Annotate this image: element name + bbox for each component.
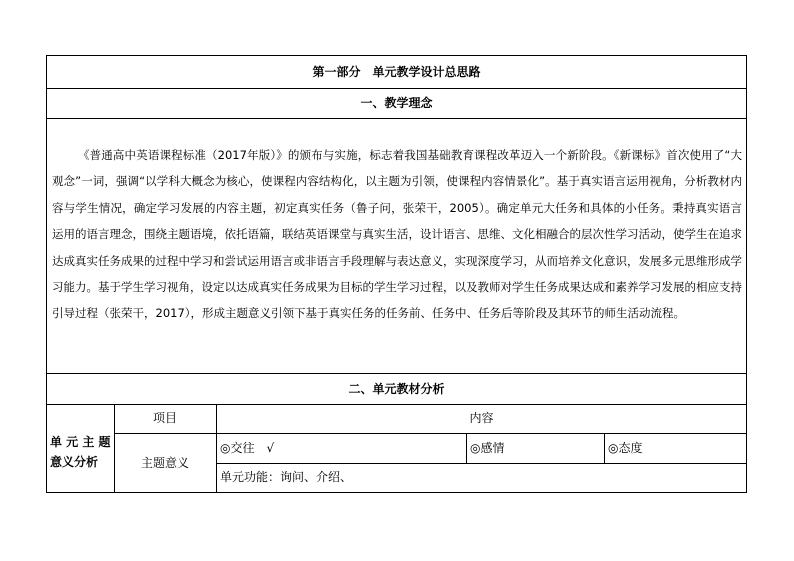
rule: [46, 404, 747, 405]
rule: [46, 88, 747, 89]
rule: [46, 55, 747, 56]
option-communication: ◎交往 √: [220, 441, 275, 455]
rule: [466, 433, 467, 463]
rule: [46, 373, 747, 374]
rule: [216, 463, 747, 464]
teaching-philosophy-paragraph: 《普通高中英语课程标准（2017年版）》的颁布与实施，标志着我国基础教育课程改革迈入一个新阶段。《新课标》首次使用了“大观念”一词，强调“以学科大概念为核心，使课程内容结构化，以主题为引领，使课程内容情景化”。基于真实语言运用视角，分析教材内容与学生情况，确定学习发展的内容主题，初定真实任务（鲁子问，张荣干，2005）。确定单元大任务和具体的小任务。秉持真实语言运用的语言理念，围绕主题语境，依托语篇，联结英语课堂与真实生活，设计语言、思维、文化相融合的层次性学习活动，使学生在追求达成真实任务成果的过程中学习和尝试运用语言或非语言手段理解与表达意义，实现深度学习，从而培养文化意识，发展多元思维形成学习能力。基于学生学习视角，设定以达成真实任务成果为目标的学生学习过程，以及教师对学生任务成果达成和素养学习发展的相应支持引导过程（张荣干，2017），形成主题意义引领下基于真实任务的任务前、任务中、任务后等阶段及其环节的师生活动流程。: [52, 148, 742, 321]
rule: [604, 433, 605, 463]
row-header-unit-theme: 单 元 主 题 意义分析: [50, 435, 111, 469]
rule: [746, 55, 747, 493]
unit-function-line: 单元功能：询问、介绍、: [220, 470, 353, 484]
rule: [46, 55, 47, 493]
option-emotion: ◎感情: [470, 441, 505, 455]
rule: [46, 118, 747, 119]
section-title-teaching-philosophy: 一、教学理念: [360, 96, 433, 110]
rule: [46, 492, 747, 493]
column-header-content: 内容: [469, 411, 494, 425]
section-title-material-analysis: 二、单元教材分析: [348, 382, 445, 396]
item-label-theme-meaning: 主题意义: [140, 456, 189, 470]
option-attitude: ◎态度: [608, 441, 643, 455]
part-title: 第一部分 单元教学设计总思路: [312, 65, 481, 79]
rule: [114, 433, 747, 434]
column-header-item: 项目: [152, 411, 177, 425]
